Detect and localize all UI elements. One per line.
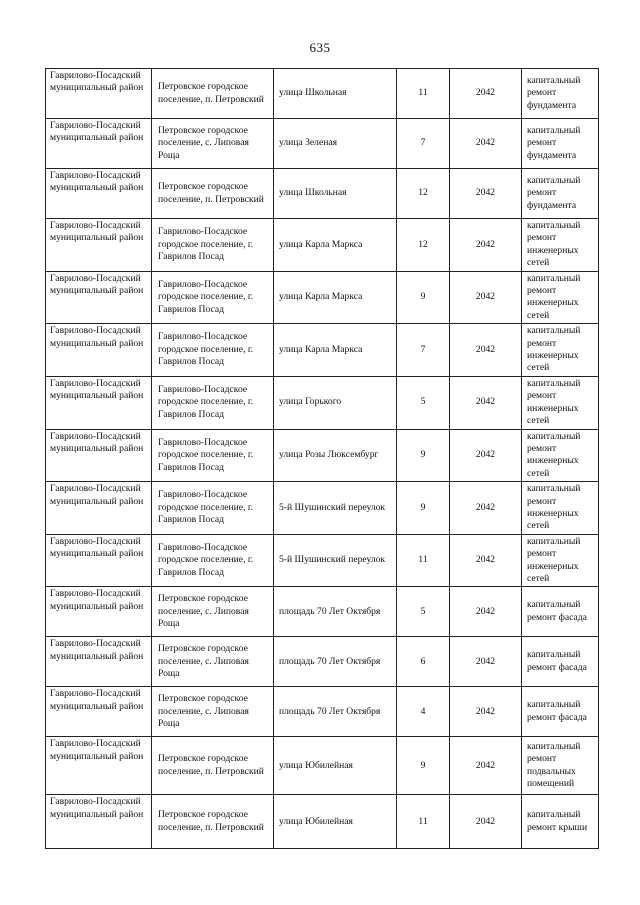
street-cell: улица Карла Маркса	[274, 271, 397, 324]
table-row	[46, 795, 599, 849]
table-row	[46, 482, 599, 535]
house-number-cell: 6	[397, 637, 450, 687]
street-cell: улица Юбилейная	[274, 795, 397, 849]
district-cell: Гаврилово-Посадский муниципальный район	[46, 482, 152, 535]
district-cell: Гаврилово-Посадский муниципальный район	[46, 587, 152, 637]
work-type-cell: капитальный ремонт инженерных сетей	[522, 324, 599, 377]
settlement-cell: Петровское городское поселение, с. Липовая Роща	[152, 119, 274, 169]
work-type-cell: капитальный ремонт фасада	[522, 587, 599, 637]
table-row	[46, 376, 599, 429]
settlement-cell: Гаврилово-Посадское городское поселение, г. Гаврилов Посад	[152, 534, 274, 587]
year-cell: 2042	[450, 534, 522, 587]
work-type-cell: капитальный ремонт инженерных сетей	[522, 376, 599, 429]
settlement-cell: Петровское городское поселение, п. Петровский	[152, 69, 274, 119]
house-number-cell: 9	[397, 737, 450, 795]
table-row	[46, 534, 599, 587]
year-cell: 2042	[450, 271, 522, 324]
settlement-cell: Гаврилово-Посадское городское поселение, г. Гаврилов Посад	[152, 219, 274, 272]
settlement-cell: Петровское городское поселение, с. Липовая Роща	[152, 587, 274, 637]
table-row	[46, 169, 599, 219]
street-cell: улица Карла Маркса	[274, 219, 397, 272]
year-cell: 2042	[450, 429, 522, 482]
house-number-cell: 11	[397, 69, 450, 119]
work-type-cell: капитальный ремонт инженерных сетей	[522, 219, 599, 272]
work-type-cell: капитальный ремонт фундамента	[522, 169, 599, 219]
district-cell: Гаврилово-Посадский муниципальный район	[46, 737, 152, 795]
street-cell: улица Зеленая	[274, 119, 397, 169]
table-row	[46, 637, 599, 687]
year-cell: 2042	[450, 737, 522, 795]
work-type-cell: капитальный ремонт фасада	[522, 637, 599, 687]
house-number-cell: 7	[397, 324, 450, 377]
district-cell: Гаврилово-Посадский муниципальный район	[46, 119, 152, 169]
table-row	[46, 324, 599, 377]
settlement-cell: Петровское городское поселение, с. Липовая Роща	[152, 687, 274, 737]
table-row	[46, 69, 599, 119]
work-type-cell: капитальный ремонт фасада	[522, 687, 599, 737]
district-cell: Гаврилово-Посадский муниципальный район	[46, 637, 152, 687]
house-number-cell: 5	[397, 587, 450, 637]
house-number-cell: 9	[397, 429, 450, 482]
street-cell: улица Юбилейная	[274, 737, 397, 795]
year-cell: 2042	[450, 637, 522, 687]
year-cell: 2042	[450, 169, 522, 219]
district-cell: Гаврилово-Посадский муниципальный район	[46, 219, 152, 272]
house-number-cell: 11	[397, 534, 450, 587]
house-number-cell: 12	[397, 219, 450, 272]
settlement-cell: Петровское городское поселение, п. Петровский	[152, 795, 274, 849]
district-cell: Гаврилово-Посадский муниципальный район	[46, 69, 152, 119]
table-row	[46, 587, 599, 637]
house-number-cell: 11	[397, 795, 450, 849]
district-cell: Гаврилово-Посадский муниципальный район	[46, 687, 152, 737]
house-number-cell: 9	[397, 271, 450, 324]
work-type-cell: капитальный ремонт инженерных сетей	[522, 534, 599, 587]
year-cell: 2042	[450, 376, 522, 429]
district-cell: Гаврилово-Посадский муниципальный район	[46, 534, 152, 587]
district-cell: Гаврилово-Посадский муниципальный район	[46, 324, 152, 377]
repair-schedule-table	[45, 68, 599, 849]
house-number-cell: 9	[397, 482, 450, 535]
street-cell: площадь 70 Лет Октября	[274, 687, 397, 737]
street-cell: улица Горького	[274, 376, 397, 429]
street-cell: 5-й Шушинский переулок	[274, 534, 397, 587]
year-cell: 2042	[450, 587, 522, 637]
district-cell: Гаврилово-Посадский муниципальный район	[46, 376, 152, 429]
work-type-cell: капитальный ремонт инженерных сетей	[522, 429, 599, 482]
street-cell: 5-й Шушинский переулок	[274, 482, 397, 535]
district-cell: Гаврилово-Посадский муниципальный район	[46, 795, 152, 849]
district-cell: Гаврилово-Посадский муниципальный район	[46, 429, 152, 482]
street-cell: улица Школьная	[274, 169, 397, 219]
year-cell: 2042	[450, 324, 522, 377]
year-cell: 2042	[450, 687, 522, 737]
year-cell: 2042	[450, 69, 522, 119]
house-number-cell: 4	[397, 687, 450, 737]
table-body	[46, 69, 599, 849]
street-cell: улица Школьная	[274, 69, 397, 119]
table-row	[46, 737, 599, 795]
settlement-cell: Петровское городское поселение, п. Петровский	[152, 737, 274, 795]
table-row	[46, 271, 599, 324]
settlement-cell: Гаврилово-Посадское городское поселение, г. Гаврилов Посад	[152, 429, 274, 482]
year-cell: 2042	[450, 219, 522, 272]
work-type-cell: капитальный ремонт инженерных сетей	[522, 271, 599, 324]
settlement-cell: Гаврилово-Посадское городское поселение, г. Гаврилов Посад	[152, 271, 274, 324]
house-number-cell: 12	[397, 169, 450, 219]
district-cell: Гаврилово-Посадский муниципальный район	[46, 271, 152, 324]
street-cell: улица Розы Люксембург	[274, 429, 397, 482]
house-number-cell: 7	[397, 119, 450, 169]
settlement-cell: Петровское городское поселение, п. Петровский	[152, 169, 274, 219]
table-row	[46, 219, 599, 272]
settlement-cell: Гаврилово-Посадское городское поселение, г. Гаврилов Посад	[152, 482, 274, 535]
settlement-cell: Гаврилово-Посадское городское поселение, г. Гаврилов Посад	[152, 324, 274, 377]
street-cell: площадь 70 Лет Октября	[274, 637, 397, 687]
year-cell: 2042	[450, 482, 522, 535]
year-cell: 2042	[450, 795, 522, 849]
work-type-cell: капитальный ремонт фундамента	[522, 69, 599, 119]
street-cell: площадь 70 Лет Октября	[274, 587, 397, 637]
work-type-cell: капитальный ремонт фундамента	[522, 119, 599, 169]
page-number: 635	[309, 40, 331, 55]
settlement-cell: Петровское городское поселение, с. Липовая Роща	[152, 637, 274, 687]
table-row	[46, 119, 599, 169]
street-cell: улица Карла Маркса	[274, 324, 397, 377]
table-row	[46, 687, 599, 737]
table-row	[46, 429, 599, 482]
work-type-cell: капитальный ремонт подвальных помещений	[522, 737, 599, 795]
settlement-cell: Гаврилово-Посадское городское поселение, г. Гаврилов Посад	[152, 376, 274, 429]
district-cell: Гаврилово-Посадский муниципальный район	[46, 169, 152, 219]
year-cell: 2042	[450, 119, 522, 169]
work-type-cell: капитальный ремонт инженерных сетей	[522, 482, 599, 535]
house-number-cell: 5	[397, 376, 450, 429]
work-type-cell: капитальный ремонт крыши	[522, 795, 599, 849]
